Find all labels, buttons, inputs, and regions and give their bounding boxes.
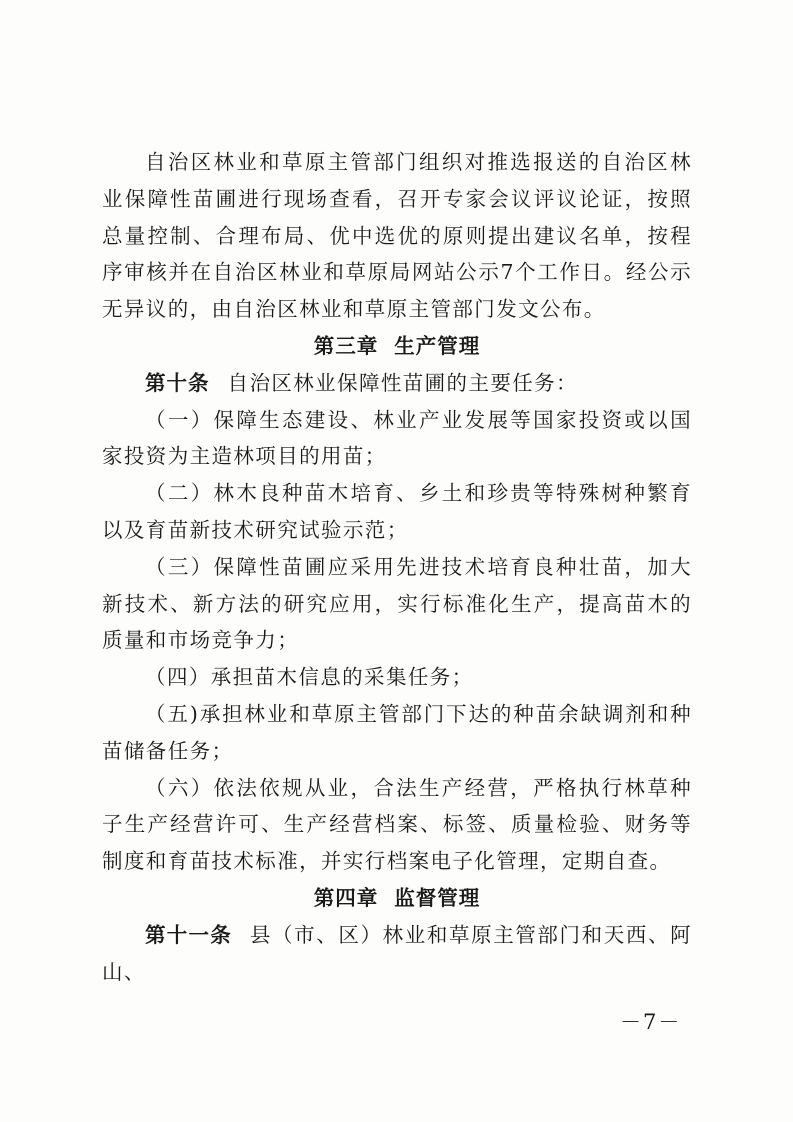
list-item-3: （三）保障性苗圃应采用先进技术培育良种壮苗，加大新技术、新方法的研究应用，实行标准化生产，提高苗木的质量和市场竞争力；	[102, 554, 692, 653]
list-item-4: （四）承担苗木信息的采集任务；	[145, 665, 474, 690]
list-item-2: （二）林木良种苗木培育、乡土和珍贵等特殊树种繁育以及育苗新技术研究试验示范；	[102, 481, 692, 542]
article-number: 第十条	[145, 370, 210, 395]
chapter-title: 监督管理	[394, 885, 481, 910]
page-number: －7－	[620, 1010, 682, 1034]
article-text: 县（市、区）林业和草原主管部门和天西、阿山、	[102, 922, 693, 984]
chapter-heading-3	[102, 328, 692, 365]
chapter-title: 生产管理	[394, 333, 481, 358]
chapter-number: 第四章	[313, 885, 379, 910]
article-10	[102, 365, 692, 402]
list-item-1: （一）保障生态建设、林业产业发展等国家投资或以国家投资为主造林项目的用苗；	[102, 407, 692, 469]
chapter-heading-4	[102, 880, 692, 917]
list-item-5: （五)承担林业和草原主管部门下达的种苗余缺调剂和种苗储备任务；	[102, 701, 692, 763]
document-body	[102, 144, 692, 990]
chapter-number: 第三章	[313, 333, 379, 358]
article-11	[102, 917, 692, 991]
paragraph-selection-process: 自治区林业和草原主管部门组织对推选报送的自治区林业保障性苗圃进行现场查看，召开专家会议评议论证，按照总量控制、合理布局、优中选优的原则提出建议名单，按程序审核并在自治区林业和草原局网站公示7个工作日。经公示无异议的，由自治区林业和草原主管部门发文公布。	[102, 150, 692, 322]
list-item-6: （六）依法依规从业，合法生产经营，严格执行林草种子生产经营许可、生产经营档案、标签、质量检验、财务等制度和育苗技术标准，并实行档案电子化管理，定期自查。	[102, 775, 692, 874]
article-text: 自治区林业保障性苗圃的主要任务：	[227, 370, 578, 395]
article-number: 第十一条	[145, 922, 232, 947]
